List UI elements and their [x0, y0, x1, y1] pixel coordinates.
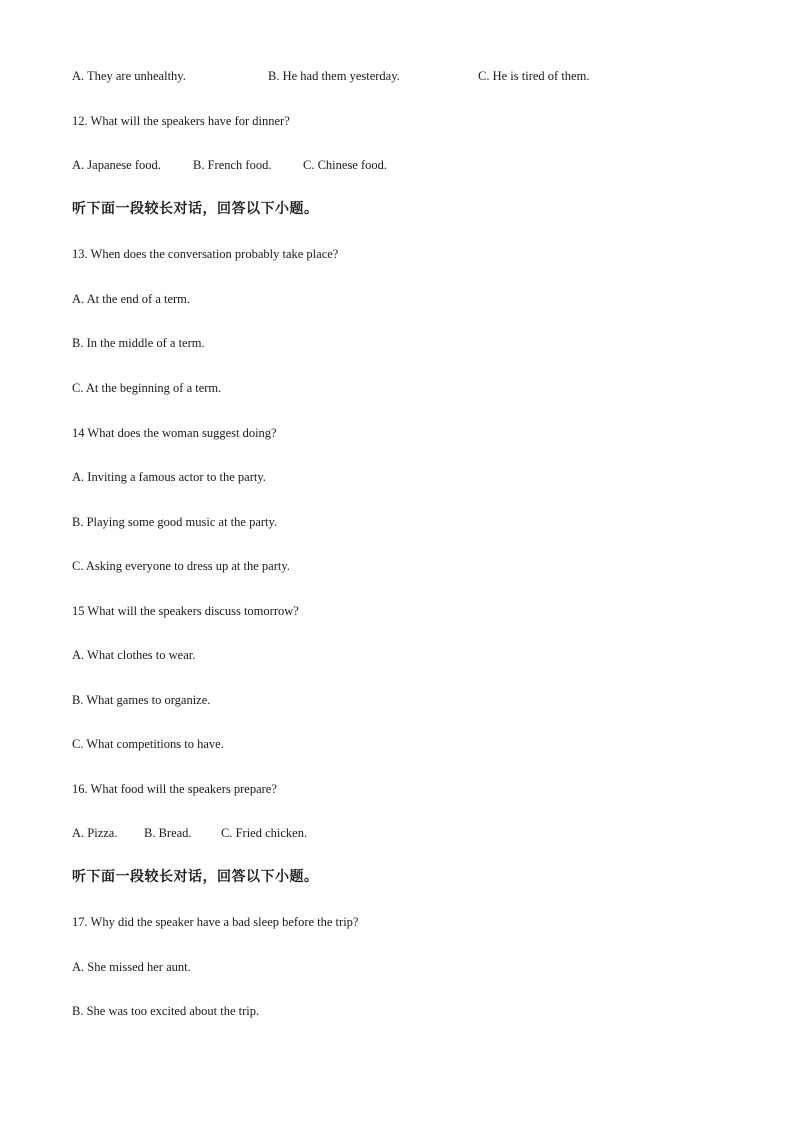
- q14-question: 14 What does the woman suggest doing?: [72, 426, 277, 440]
- q11-option-b: B. He had them yesterday.: [268, 69, 400, 83]
- q16-option-c: C. Fried chicken.: [221, 826, 308, 840]
- q11-option-a: A. They are unhealthy.: [72, 69, 186, 83]
- q11-options: [72, 68, 589, 84]
- q16-option-b: B. Bread.: [144, 826, 192, 840]
- q15-option-c: C. What competitions to have.: [72, 737, 224, 751]
- q11-option-c: C. He is tired of them.: [478, 69, 590, 83]
- q13-option-a: A. At the end of a term.: [72, 292, 191, 306]
- q12-option-c: C. Chinese food.: [303, 158, 388, 172]
- q12-options: [72, 157, 387, 173]
- q13-question: 13. When does the conversation probably take place?: [72, 247, 339, 261]
- q12-option-a: A. Japanese food.: [72, 158, 161, 172]
- q12-option-b: B. French food.: [193, 158, 272, 172]
- q14-option-c: C. Asking everyone to dress up at the party.: [72, 559, 290, 573]
- q15-question: 15 What will the speakers discuss tomorrow?: [72, 604, 299, 618]
- q17-option-b: B. She was too excited about the trip.: [72, 1004, 260, 1018]
- section-heading: 听下面一段较长对话，回答以下小题。: [72, 201, 319, 217]
- q15-option-b: B. What games to organize.: [72, 693, 211, 707]
- q16-option-a: A. Pizza.: [72, 826, 118, 840]
- q13-option-b: B. In the middle of a term.: [72, 336, 205, 350]
- q17-question: 17. Why did the speaker have a bad sleep before the trip?: [72, 915, 359, 929]
- q14-option-b: B. Playing some good music at the party.: [72, 515, 278, 529]
- q12-question: 12. What will the speakers have for dinner?: [72, 114, 290, 128]
- q15-option-a: A. What clothes to wear.: [72, 648, 196, 662]
- q17-option-a: A. She missed her aunt.: [72, 960, 191, 974]
- section-heading: 听下面一段较长对话，回答以下小题。: [72, 869, 319, 885]
- q13-option-c: C. At the beginning of a term.: [72, 381, 222, 395]
- q16-options: [72, 825, 307, 841]
- q16-question: 16. What food will the speakers prepare?: [72, 782, 277, 796]
- q14-option-a: A. Inviting a famous actor to the party.: [72, 470, 266, 484]
